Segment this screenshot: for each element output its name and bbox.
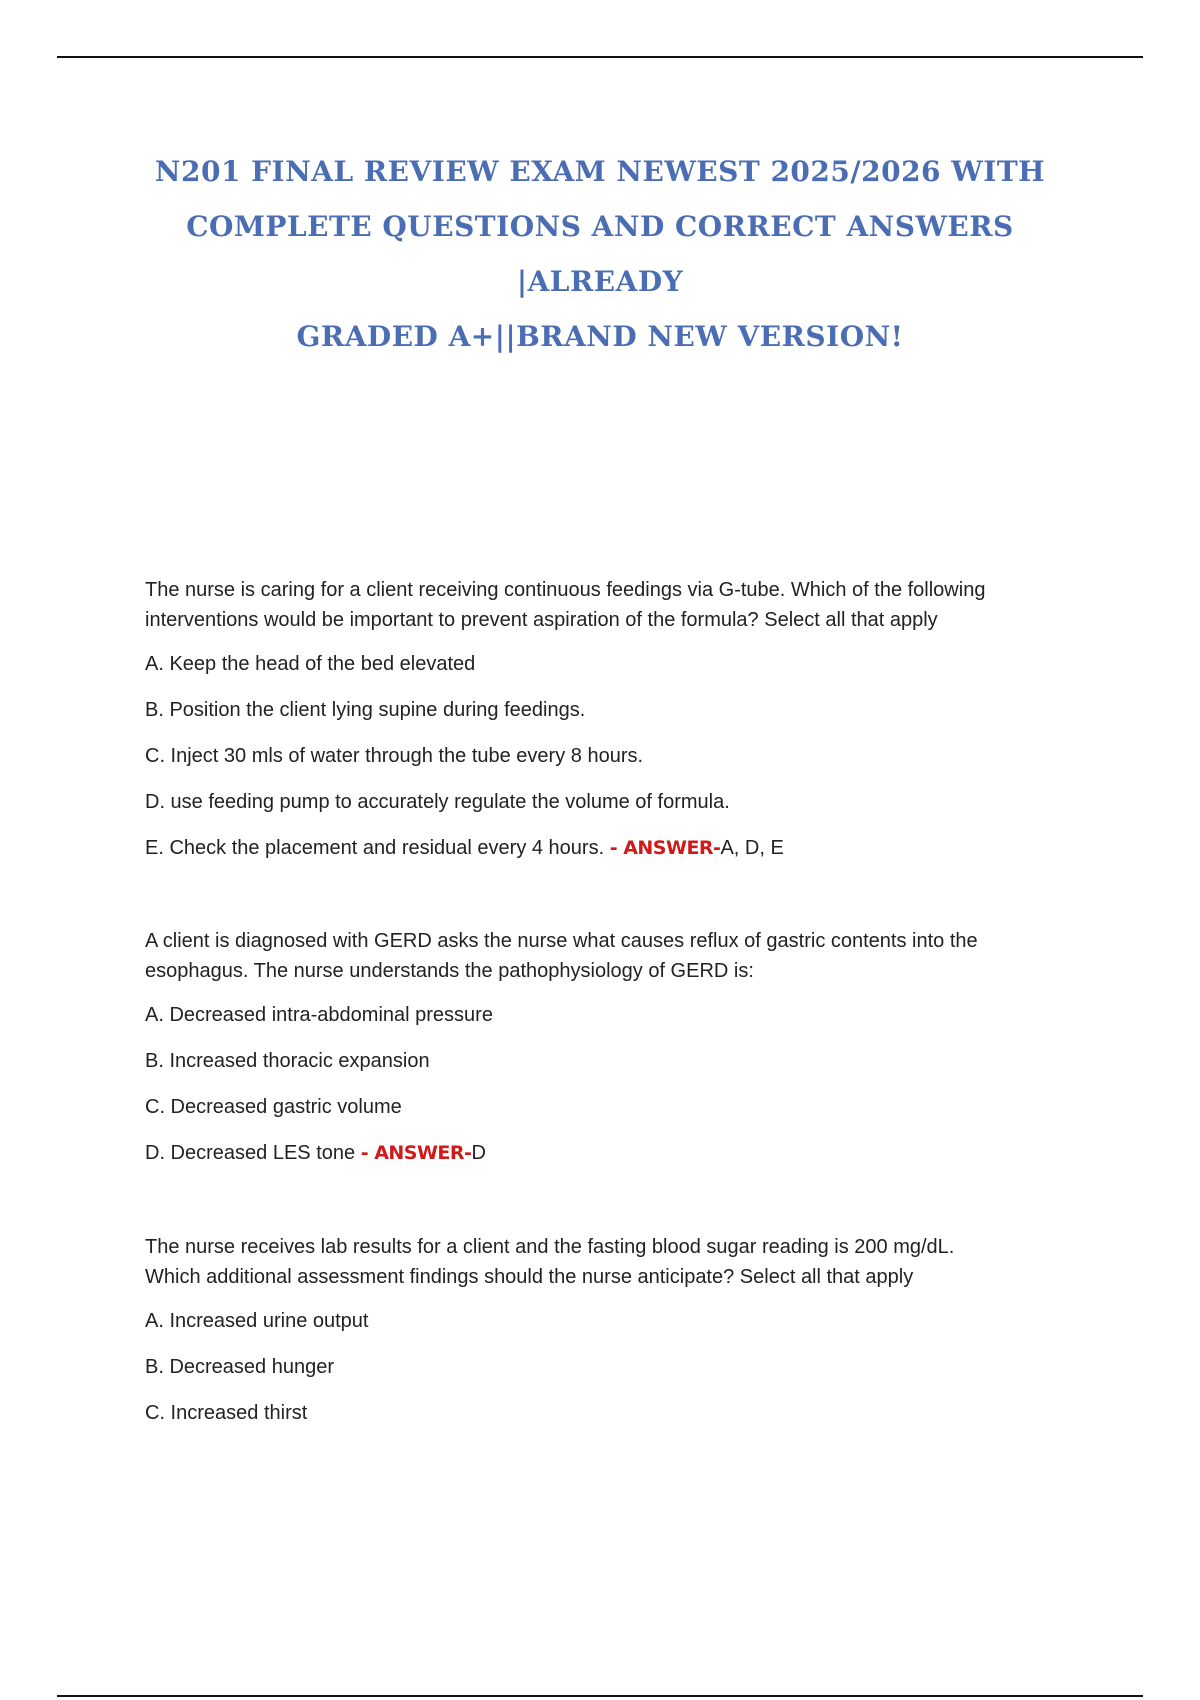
answer-label: - ANSWER-	[360, 1142, 472, 1164]
title-line: COMPLETE QUESTIONS AND CORRECT ANSWERS |ALREADY	[186, 210, 1014, 298]
option: B. Decreased hunger	[145, 1356, 335, 1378]
option-list	[145, 649, 1095, 863]
answer-value: A, D, E	[720, 837, 784, 859]
option: E. Check the placement and residual every 4 hours.	[145, 837, 610, 859]
option-list	[145, 1000, 1095, 1168]
option: A. Increased urine output	[145, 1310, 369, 1332]
question-3	[145, 1232, 1095, 1428]
answer-value: D	[471, 1142, 486, 1164]
question-1	[145, 575, 1095, 863]
footer-rule	[57, 1695, 1143, 1697]
stem-line: interventions would be important to prevent aspiration of the formula? Select all that apply	[145, 609, 938, 631]
option-list	[145, 1306, 1095, 1428]
question-2	[145, 926, 1095, 1168]
question-stem	[145, 575, 1095, 635]
document-title	[130, 144, 1070, 364]
stem-line: Which additional assessment findings should the nurse anticipate? Select all that apply	[145, 1266, 914, 1288]
stem-line: The nurse receives lab results for a client and the fasting blood sugar reading is 200 mg/dL.	[145, 1236, 955, 1258]
option: B. Position the client lying supine during feedings.	[145, 699, 586, 721]
stem-line: The nurse is caring for a client receiving continuous feedings via G-tube. Which of the following	[145, 579, 986, 601]
answer-label: - ANSWER-	[609, 837, 721, 859]
option: A. Decreased intra-abdominal pressure	[145, 1004, 493, 1026]
question-stem	[145, 1232, 1095, 1292]
option-with-answer	[145, 1138, 1095, 1168]
option: D. Decreased LES tone	[145, 1142, 361, 1164]
option: A. Keep the head of the bed elevated	[145, 653, 476, 675]
header-rule	[57, 56, 1143, 58]
option: B. Increased thoracic expansion	[145, 1050, 430, 1072]
stem-line: A client is diagnosed with GERD asks the nurse what causes reflux of gastric contents into the	[145, 930, 978, 952]
option: C. Decreased gastric volume	[145, 1096, 402, 1118]
option: C. Increased thirst	[145, 1402, 308, 1424]
title-line: N201 FINAL REVIEW EXAM NEWEST 2025/2026 WITH	[154, 155, 1046, 188]
title-line: GRADED A+||BRAND NEW VERSION!	[296, 320, 904, 353]
question-stem	[145, 926, 1095, 986]
option: C. Inject 30 mls of water through the tube every 8 hours.	[145, 745, 644, 767]
option: D. use feeding pump to accurately regulate the volume of formula.	[145, 791, 730, 813]
stem-line: esophagus. The nurse understands the pathophysiology of GERD is:	[145, 960, 754, 982]
option-with-answer	[145, 833, 1095, 863]
